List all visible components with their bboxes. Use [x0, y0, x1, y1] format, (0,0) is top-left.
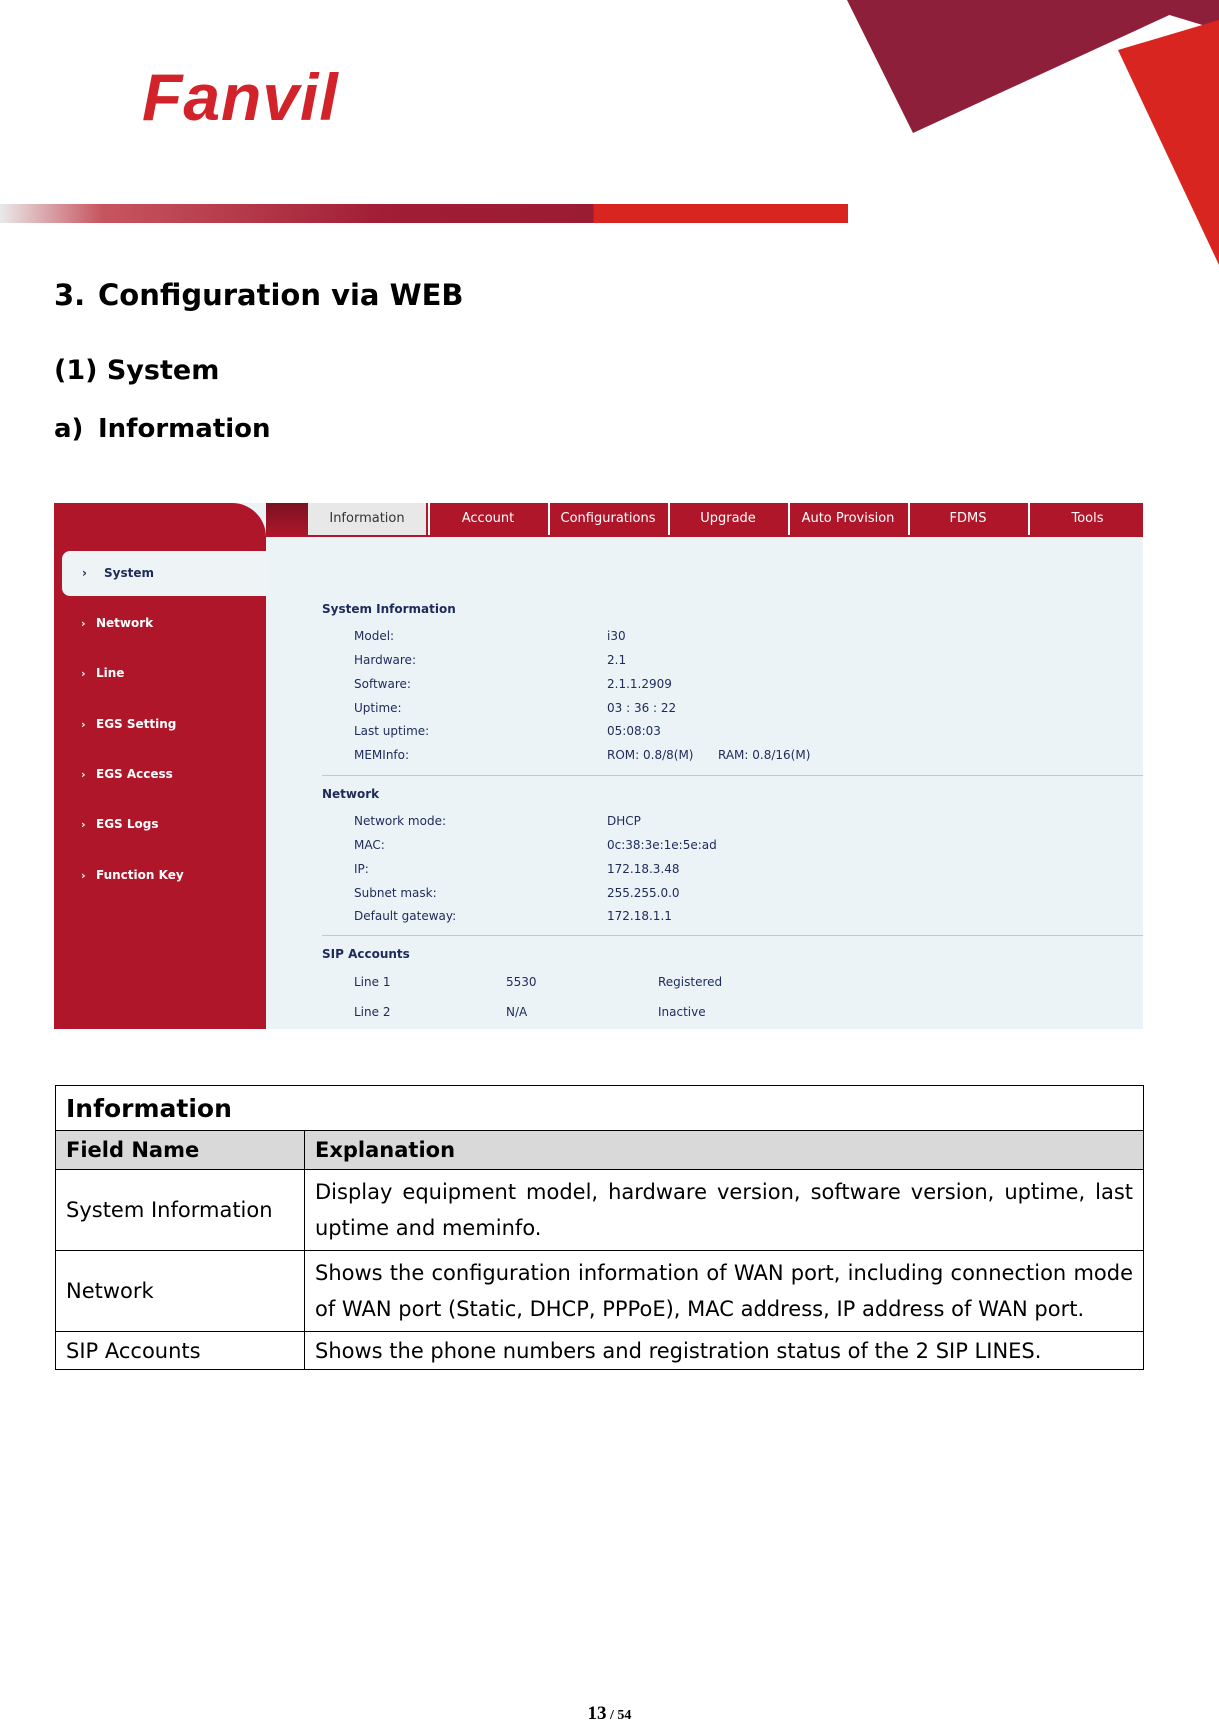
- table-cell-explanation: Shows the configuration information of WAN port, including connection mode of WAN port (Static, DHCP, PPPoE), MAC address, IP address of WAN port.: [305, 1251, 1144, 1332]
- table-cell-explanation: Display equipment model, hardware version, software version, uptime, last uptime and meminfo.: [305, 1170, 1144, 1251]
- field-label: IP:: [354, 862, 369, 876]
- field-label: Last uptime:: [354, 724, 430, 738]
- field-label: Model:: [354, 629, 395, 643]
- field-value: 172.18.1.1: [607, 909, 672, 923]
- chevron-right-icon: ›: [81, 617, 86, 630]
- tab-configurations[interactable]: Configurations: [548, 503, 666, 535]
- subsection-heading: (1) System: [54, 355, 220, 386]
- field-value: 05:08:03: [607, 724, 661, 738]
- tab-upgrade[interactable]: Upgrade: [668, 503, 786, 535]
- sip-accounts-title: SIP Accounts: [322, 947, 410, 961]
- sip-line: Line 2: [354, 1005, 391, 1019]
- sip-line: Line 1: [354, 975, 391, 989]
- field-label: Network mode:: [354, 814, 446, 828]
- chevron-right-icon: ›: [81, 818, 86, 831]
- table-row: [56, 1332, 1144, 1370]
- subsubsection-heading: a) Information: [54, 414, 271, 444]
- tab-auto-provision[interactable]: Auto Provision: [788, 503, 906, 535]
- field-value: ROM: 0.8/8(M): [607, 748, 694, 762]
- header-stripe: [0, 204, 848, 223]
- sidebar-item-egs-setting[interactable]: › EGS Setting: [81, 717, 177, 731]
- info-table: [55, 1085, 1144, 1370]
- field-label: Hardware:: [354, 653, 416, 667]
- field-value: 2.1.1.2909: [607, 677, 672, 691]
- field-value: 03 : 36 : 22: [607, 701, 677, 715]
- table-cell-explanation: Shows the phone numbers and registration status of the 2 SIP LINES.: [305, 1332, 1144, 1370]
- field-label: Subnet mask:: [354, 886, 437, 900]
- fanvil-logo: Fanvil: [142, 60, 339, 134]
- table-header-cell: Field Name: [56, 1131, 305, 1170]
- sidebar-item-network[interactable]: › Network: [81, 616, 154, 630]
- sidebar-item-line[interactable]: › Line: [81, 666, 125, 680]
- field-value: i30: [607, 629, 626, 643]
- sidebar-item-system[interactable]: › System: [62, 551, 267, 596]
- field-value: 0c:38:3e:1e:5e:ad: [607, 838, 717, 852]
- web-ui-screenshot: [54, 503, 1143, 1029]
- table-row: [56, 1251, 1144, 1332]
- table-title: Information: [56, 1086, 1144, 1131]
- header-decoration: [830, 0, 1219, 270]
- chevron-right-icon: ›: [81, 768, 86, 781]
- table-row: [56, 1170, 1144, 1251]
- system-info-title: System Information: [322, 602, 456, 616]
- tab-tools[interactable]: Tools: [1028, 503, 1143, 535]
- field-value: 172.18.3.48: [607, 862, 680, 876]
- table-header-cell: Explanation: [305, 1131, 1144, 1170]
- sip-status: Registered: [658, 975, 723, 989]
- field-value: RAM: 0.8/16(M): [718, 748, 811, 762]
- tab-information[interactable]: Information: [308, 503, 426, 535]
- network-title: Network: [322, 787, 380, 801]
- sip-number: 5530: [506, 975, 537, 989]
- divider: [322, 935, 1143, 936]
- sidebar-item-function-key[interactable]: › Function Key: [81, 868, 184, 882]
- field-label: Default gateway:: [354, 909, 457, 923]
- chevron-right-icon: ›: [82, 566, 87, 580]
- page-number: 13 / 54: [587, 1703, 632, 1724]
- sip-number: N/A: [506, 1005, 528, 1019]
- table-header-row: [56, 1131, 1144, 1170]
- section-heading: 3. Configuration via WEB: [54, 278, 464, 312]
- divider: [322, 775, 1143, 776]
- field-label: Uptime:: [354, 701, 402, 715]
- tab-account[interactable]: Account: [428, 503, 546, 535]
- sidebar-item-egs-logs[interactable]: › EGS Logs: [81, 817, 159, 831]
- tab-fdms[interactable]: FDMS: [908, 503, 1026, 535]
- field-label: MAC:: [354, 838, 385, 852]
- table-cell-field: Network: [56, 1251, 305, 1332]
- chevron-right-icon: ›: [81, 667, 86, 680]
- sidebar-item-egs-access[interactable]: › EGS Access: [81, 767, 173, 781]
- sip-status: Inactive: [658, 1005, 706, 1019]
- field-value: DHCP: [607, 814, 641, 828]
- chevron-right-icon: ›: [81, 718, 86, 731]
- field-label: Software:: [354, 677, 411, 691]
- table-cell-field: SIP Accounts: [56, 1332, 305, 1370]
- field-label: MEMInfo:: [354, 748, 410, 762]
- field-value: 2.1: [607, 653, 627, 667]
- chevron-right-icon: ›: [81, 869, 86, 882]
- table-cell-field: System Information: [56, 1170, 305, 1251]
- field-value: 255.255.0.0: [607, 886, 680, 900]
